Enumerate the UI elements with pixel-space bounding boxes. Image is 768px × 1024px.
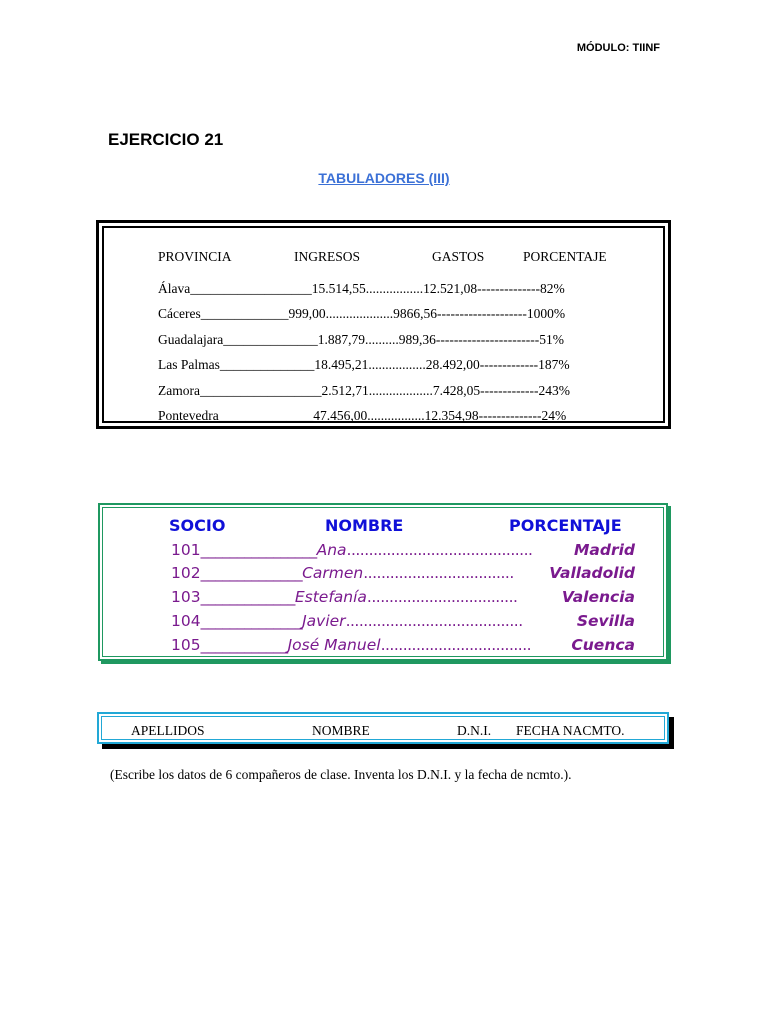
- province-row-text: Zamora__________________2.512,71...................7.428,05-------------243%: [158, 383, 571, 398]
- provinces-box-inner: [102, 226, 665, 423]
- col-porcentaje: PORCENTAJE: [523, 249, 607, 264]
- member-leader: ________________: [200, 541, 317, 559]
- member-city: Cuenca: [571, 636, 635, 654]
- member-dots: ..................................: [380, 636, 532, 654]
- province-row-text: Las Palmas______________18.495,21.................28.492,00-------------187%: [158, 357, 570, 372]
- member-row: [171, 588, 635, 606]
- member-name: Ana: [316, 541, 347, 559]
- province-row: [158, 408, 566, 424]
- members-box: [98, 503, 668, 661]
- member-number: 105: [171, 636, 201, 654]
- exercise-title: EJERCICIO 21: [108, 130, 224, 149]
- member-row: [171, 612, 635, 630]
- member-number: 104: [171, 612, 201, 630]
- module-label: MÓDULO: TIINF: [576, 42, 660, 54]
- member-name: Javier: [302, 612, 346, 630]
- col-gastos: GASTOS: [432, 249, 485, 264]
- member-city: Valladolid: [549, 564, 635, 582]
- province-row: [158, 383, 570, 399]
- col-provincia: PROVINCIA: [158, 249, 232, 264]
- member-name: José Manuel: [287, 636, 381, 654]
- col-dni: D.N.I.: [457, 723, 492, 738]
- member-row: [171, 564, 635, 582]
- province-row: [158, 357, 570, 373]
- member-dots: ..........................................: [346, 541, 533, 559]
- province-row-text: Guadalajara______________1.887,79..........989,36-----------------------51%: [158, 332, 564, 347]
- member-name: Carmen: [302, 564, 364, 582]
- instruction-note: (Escribe los datos de 6 compañeros de clase. Inventa los D.N.I. y la fecha de ncmto.).: [110, 767, 572, 782]
- member-leader: _____________: [200, 588, 295, 606]
- member-city: Valencia: [561, 588, 635, 606]
- col-porcentaje: PORCENTAJE: [509, 516, 622, 535]
- member-city: Madrid: [573, 541, 635, 559]
- province-row-text: Pontevedra______________47.456,00.................12.354,98--------------24%: [158, 408, 567, 423]
- classmates-box-inner: [101, 716, 665, 740]
- member-leader: ____________: [200, 636, 288, 654]
- member-row: [171, 541, 635, 559]
- member-city: Sevilla: [576, 612, 635, 630]
- province-row: [158, 332, 564, 348]
- member-number: 101: [171, 541, 201, 559]
- col-apellidos: APELLIDOS: [131, 723, 205, 738]
- member-number: 102: [171, 564, 201, 582]
- classmates-box: [97, 712, 669, 744]
- province-row-text: Cáceres_____________999,00....................9866,56--------------------1000%: [158, 306, 566, 321]
- province-row: [158, 306, 565, 322]
- member-name: Estefanía: [294, 588, 367, 606]
- provinces-box: [96, 220, 671, 429]
- member-leader: ______________: [200, 564, 303, 582]
- member-dots: ........................................: [345, 612, 523, 630]
- province-row-text: Álava__________________15.514,55.................12.521,08--------------82%: [158, 281, 565, 296]
- province-row: [158, 281, 565, 297]
- member-leader: ______________: [200, 612, 303, 630]
- col-socio: SOCIO: [169, 516, 226, 535]
- exercise-subtitle-wrap: [0, 170, 768, 188]
- member-dots: ..................................: [366, 588, 518, 606]
- member-row: [171, 636, 635, 654]
- col-nombre: NOMBRE: [312, 723, 370, 738]
- member-number: 103: [171, 588, 201, 606]
- col-ingresos: INGRESOS: [294, 249, 361, 264]
- col-nombre: NOMBRE: [325, 516, 404, 535]
- col-fecha-nacimiento: FECHA NACMTO.: [516, 723, 625, 738]
- members-box-inner: [102, 507, 664, 657]
- exercise-subtitle: TABULADORES (III): [318, 170, 450, 186]
- member-dots: ..................................: [363, 564, 514, 582]
